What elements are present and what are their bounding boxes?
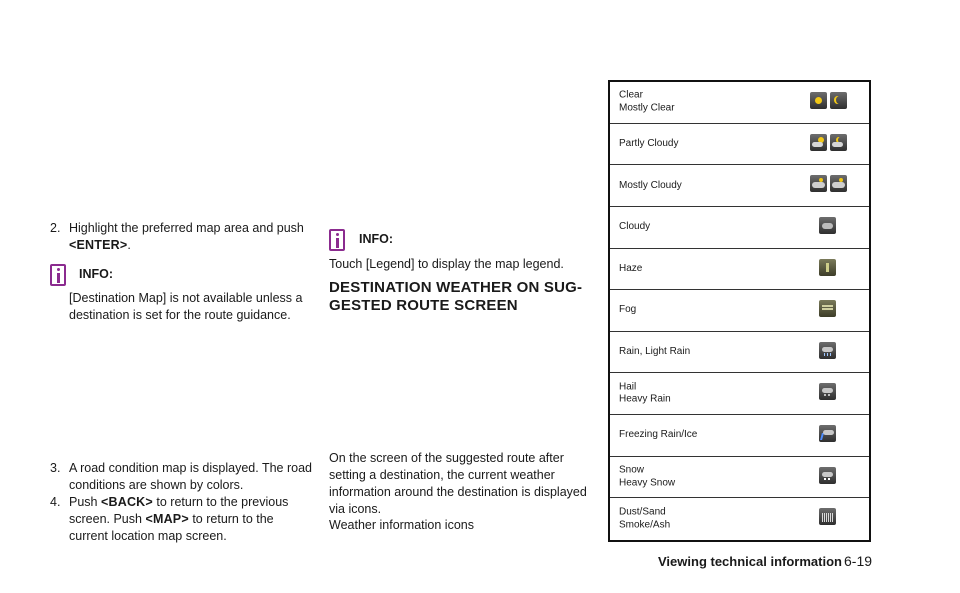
- para-line-3: information around the destination is displayed: [329, 485, 587, 499]
- weather-row: [610, 373, 869, 415]
- weather-condition-text: Heavy Rain: [619, 393, 671, 405]
- info-note-middle: [329, 229, 394, 253]
- info-line-2: destination is set for the route guidance.: [69, 308, 291, 322]
- step-text: Highlight the preferred map area and push: [69, 221, 304, 235]
- weather-row: [610, 332, 869, 374]
- para-line-2: setting a destination, the current weather: [329, 468, 555, 482]
- weather-condition-text: Rain, Light Rain: [619, 345, 691, 357]
- rain-icon: [819, 342, 836, 359]
- weather-condition-label: [619, 465, 675, 490]
- info-label: INFO:: [79, 267, 114, 281]
- weather-condition-label: [619, 381, 671, 406]
- snow-icon: [819, 467, 836, 484]
- step4-line-1-tail: to return to the previous: [156, 495, 289, 509]
- fog-icon: [819, 300, 836, 317]
- weather-condition-text: Mostly Clear: [619, 102, 675, 114]
- info-label: INFO:: [359, 232, 394, 246]
- para-line-1: On the screen of the suggested route after: [329, 451, 564, 465]
- freezing-rain-icon: [819, 425, 836, 442]
- map-key-label: <MAP>: [145, 512, 189, 526]
- weather-icon-group: [819, 508, 836, 525]
- step-2: [50, 220, 310, 252]
- weather-row: [610, 124, 869, 166]
- partly-cloudy-night-icon: [830, 134, 847, 151]
- info-icon: [50, 264, 66, 286]
- weather-icon-group: [819, 383, 836, 400]
- dust-icon: [819, 508, 836, 525]
- moon-icon: [830, 92, 847, 109]
- step-number: 4.: [50, 495, 61, 509]
- push-word: Push: [69, 495, 98, 509]
- step-4: [50, 494, 312, 543]
- weather-row: [610, 165, 869, 207]
- weather-row: [610, 82, 869, 124]
- weather-condition-label: [619, 90, 675, 115]
- partly-cloudy-day-icon: [810, 134, 827, 151]
- weather-row: [610, 457, 869, 499]
- weather-condition-text: Haze: [619, 262, 643, 274]
- weather-condition-label: [619, 429, 697, 442]
- mostly-cloudy-night-icon: [830, 175, 847, 192]
- weather-icon-group: [819, 300, 836, 317]
- cloudy-icon: [819, 217, 836, 234]
- step3-line-1: A road condition map is displayed. The road: [69, 461, 312, 475]
- weather-condition-label: [619, 346, 690, 359]
- back-key-label: <BACK>: [100, 495, 153, 509]
- weather-condition-text: Snow: [619, 464, 645, 476]
- weather-condition-text: Hail: [619, 381, 637, 393]
- weather-condition-label: [619, 179, 682, 192]
- weather-icon-group: [819, 342, 836, 359]
- sun-icon: [810, 92, 827, 109]
- weather-condition-text: Heavy Snow: [619, 477, 676, 489]
- weather-row: [610, 207, 869, 249]
- page-number: 6-19: [844, 553, 873, 569]
- weather-condition-text: Partly Cloudy: [619, 137, 679, 149]
- heading-line-1: DESTINATION WEATHER ON SUG-: [329, 279, 583, 296]
- weather-condition-label: [619, 221, 650, 234]
- info-text-middle: Touch [Legend] to display the map legend.: [329, 257, 564, 271]
- info-note-left: [50, 264, 114, 288]
- haze-icon: [819, 259, 836, 276]
- weather-icon-group: [819, 425, 836, 442]
- info-line-1: [Destination Map] is not available unless a: [69, 291, 303, 305]
- hail-icon: [819, 383, 836, 400]
- weather-icon-group: [810, 92, 847, 109]
- screen-push-words: screen. Push: [69, 512, 142, 526]
- info-text-left: [69, 290, 309, 324]
- weather-icon-group: [819, 259, 836, 276]
- weather-icon-group: [810, 175, 847, 192]
- step3-line-2: conditions are shown by colors.: [69, 478, 244, 492]
- mostly-cloudy-day-icon: [810, 175, 827, 192]
- section-heading: [329, 279, 594, 315]
- enter-key-label: <ENTER>: [69, 238, 128, 252]
- step-number: 2.: [50, 221, 61, 235]
- weather-icon-group: [819, 217, 836, 234]
- weather-condition-text: Fog: [619, 304, 637, 316]
- heading-line-2: GESTED ROUTE SCREEN: [329, 297, 518, 314]
- weather-condition-text: Mostly Cloudy: [619, 179, 682, 191]
- para-line-4: via icons.: [329, 502, 382, 516]
- weather-icons-table: [608, 80, 871, 542]
- weather-condition-label: [619, 304, 636, 317]
- step-number: 3.: [50, 461, 61, 475]
- step4-line-3: current location map screen.: [69, 529, 227, 543]
- weather-row: [610, 415, 869, 457]
- icons-caption: Weather information icons: [329, 518, 474, 532]
- weather-condition-text: Clear: [619, 89, 643, 101]
- weather-condition-text: Cloudy: [619, 220, 651, 232]
- step4-line-2-tail: to return to the: [192, 512, 274, 526]
- weather-icon-group: [810, 134, 847, 151]
- weather-condition-text: Freezing Rain/Ice: [619, 429, 698, 441]
- weather-condition-text: Dust/Sand: [619, 506, 666, 518]
- weather-row: [610, 498, 869, 540]
- weather-condition-text: Smoke/Ash: [619, 519, 671, 531]
- punctuation: .: [127, 238, 131, 252]
- weather-row: [610, 290, 869, 332]
- info-icon: [329, 229, 345, 251]
- weather-condition-label: [619, 138, 678, 151]
- weather-icon-group: [819, 467, 836, 484]
- weather-condition-label: [619, 507, 670, 532]
- weather-condition-label: [619, 263, 642, 276]
- step-3: [50, 460, 312, 492]
- weather-row: [610, 249, 869, 291]
- weather-paragraph: [329, 450, 591, 518]
- footer-section-title: Viewing technical information: [658, 554, 842, 569]
